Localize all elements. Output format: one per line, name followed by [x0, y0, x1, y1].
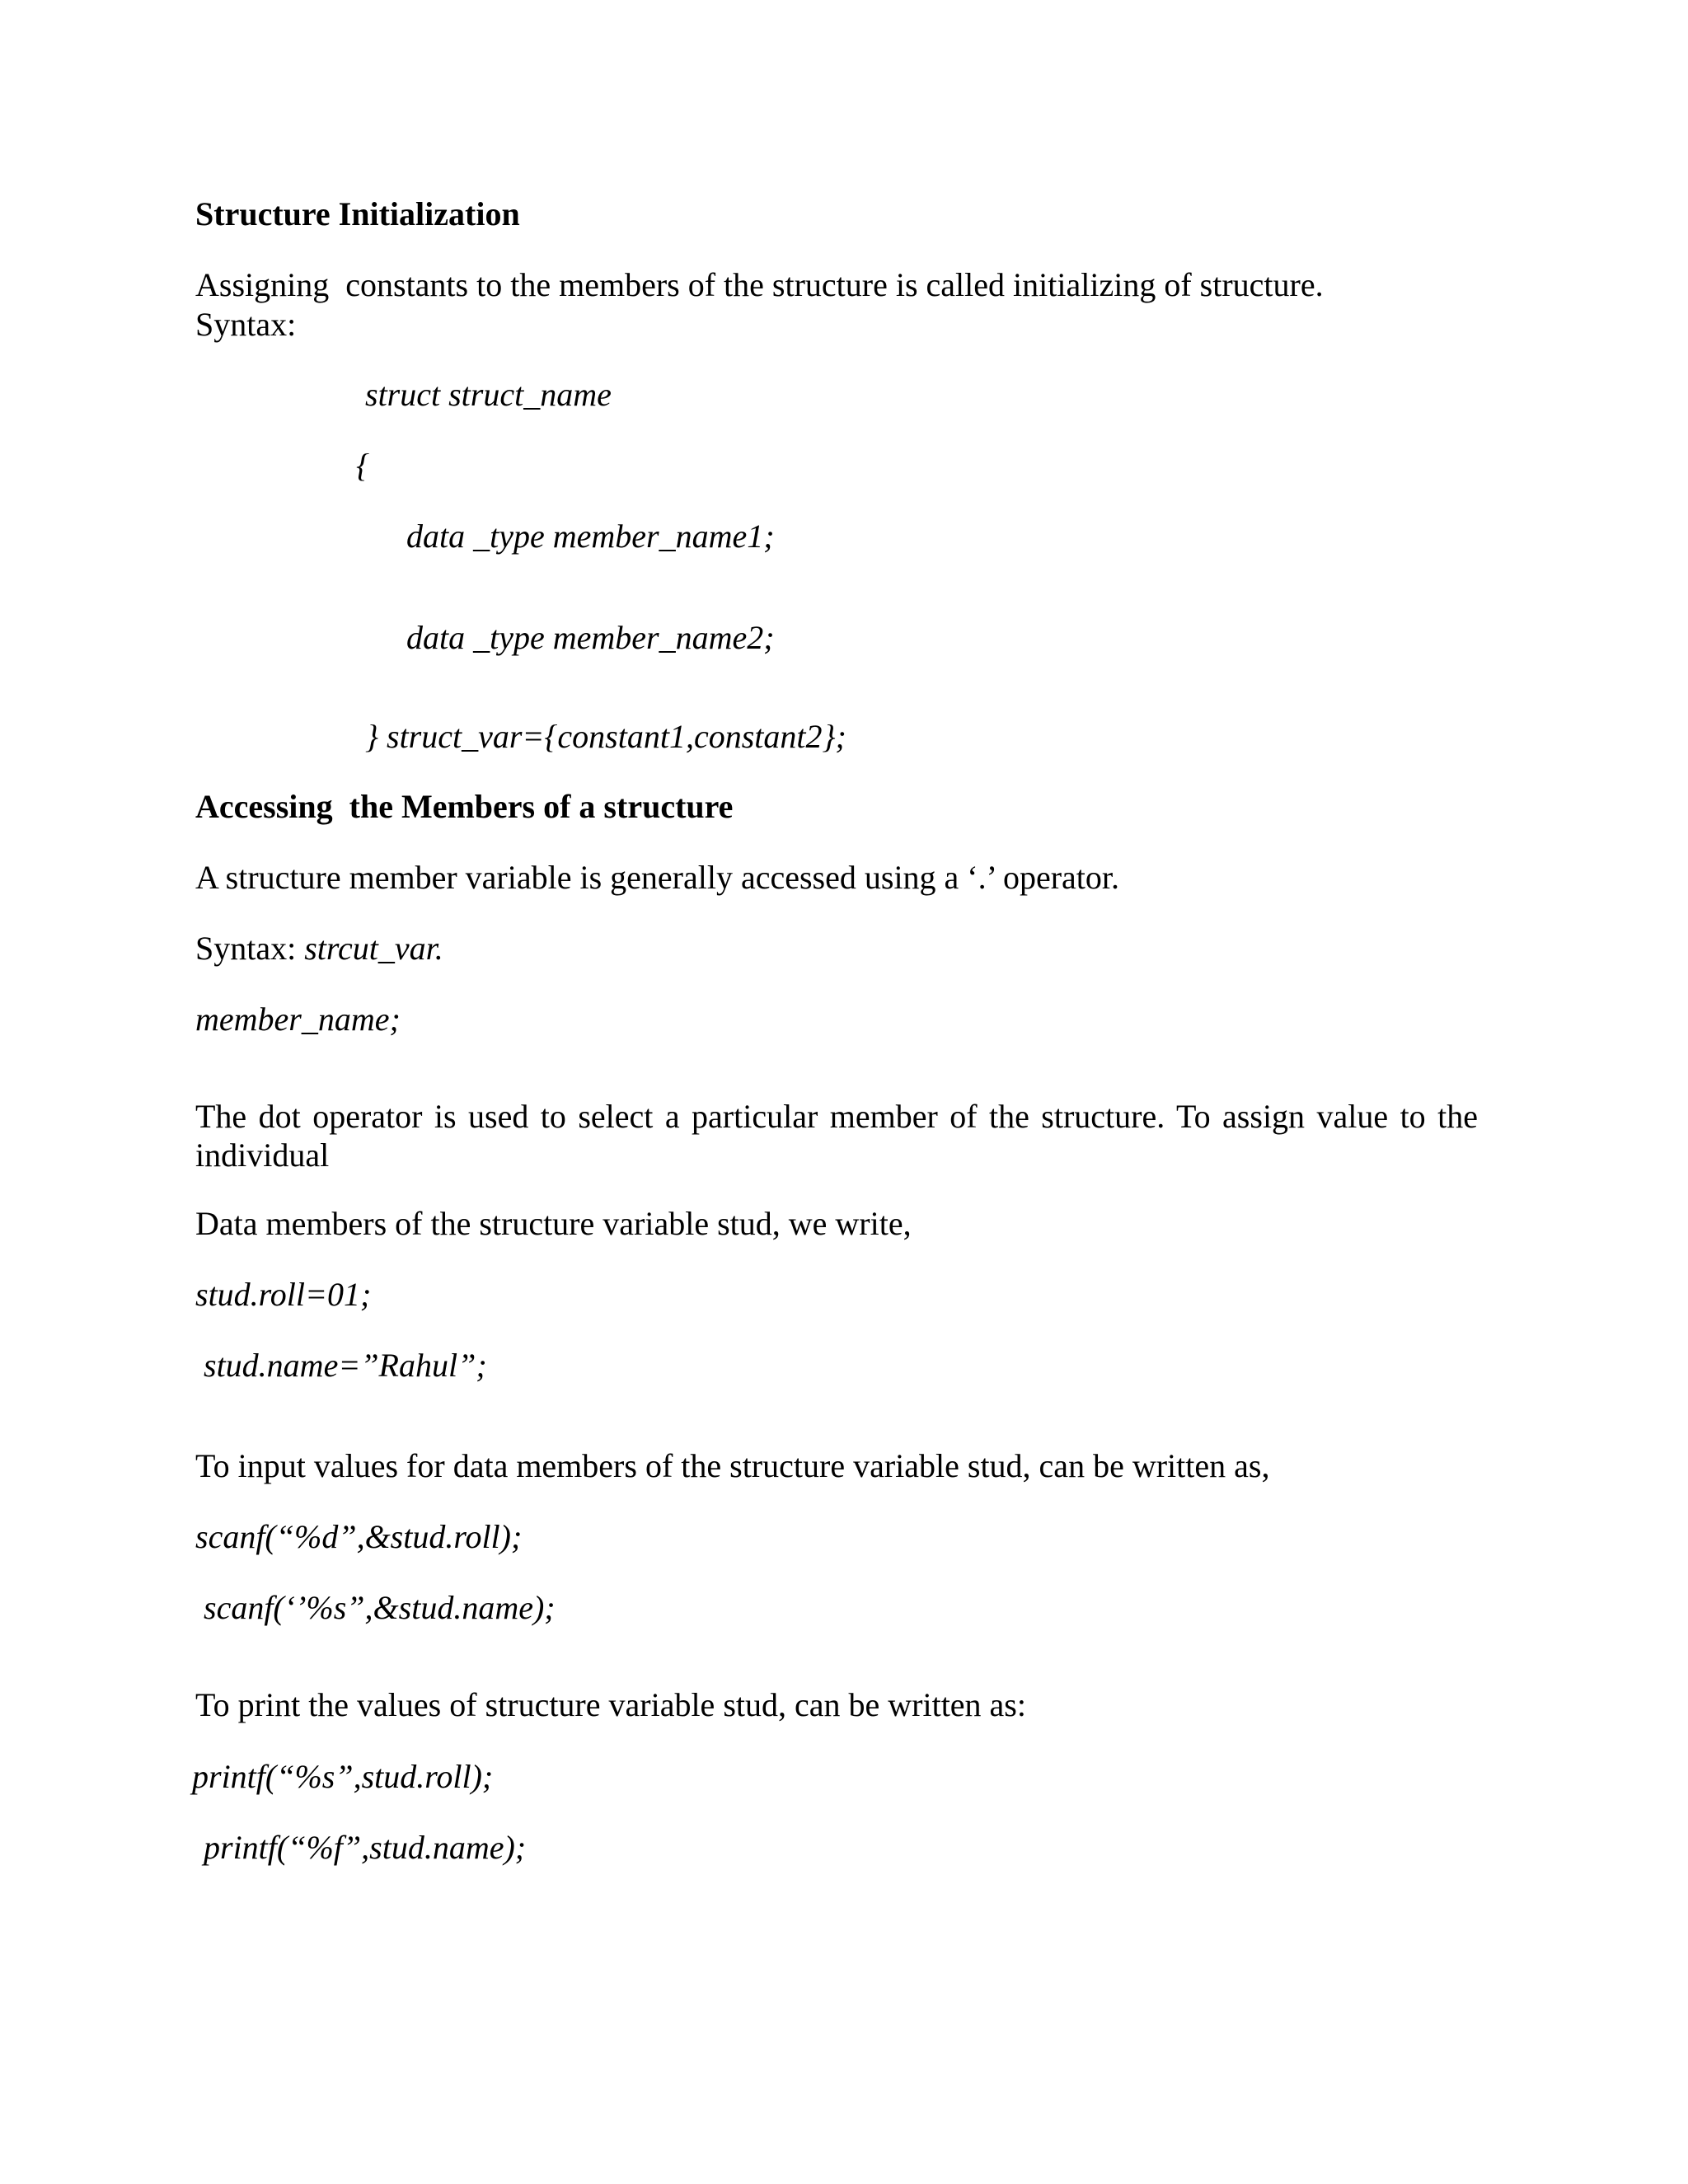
code-printf-name: printf(“%f”,stud.name); [195, 1829, 527, 1866]
code-assign-roll: stud.roll=01; [195, 1276, 372, 1313]
syntax-label: Syntax: [195, 930, 305, 967]
input-values-text: To input values for data members of the structure variable stud, can be written as, [195, 1447, 1270, 1484]
code-scanf-roll: scanf(“%d”,&stud.roll); [195, 1518, 523, 1555]
code-assign-name: stud.name=”Rahul”; [195, 1347, 487, 1384]
syntax-code: strcut_var. [304, 930, 443, 967]
code-struct-declaration: struct struct_name [365, 376, 612, 413]
syntax-label: Syntax: [195, 306, 297, 343]
accessing-syntax-line [195, 929, 443, 968]
section-heading-accessing-members: Accessing the Members of a structure [195, 788, 734, 825]
code-close-initializer: } struct_var={constant1,constant2}; [365, 718, 846, 755]
data-members-text: Data members of the structure variable stud, we write, [195, 1205, 912, 1242]
code-scanf-name: scanf(‘’%s”,&stud.name); [195, 1589, 556, 1626]
print-values-text: To print the values of structure variable stud, can be written as: [195, 1686, 1026, 1723]
code-printf-roll: printf(“%s”,stud.roll); [192, 1758, 494, 1795]
accessing-intro-text: A structure member variable is generally accessed using a ‘.’ operator. [195, 859, 1120, 896]
code-member-1: data _type member_name1; [406, 518, 775, 555]
dot-operator-paragraph: The dot operator is used to select a particular member of the structure. To assign value to the individual [195, 1098, 1478, 1174]
syntax-code-continued: member_name; [195, 1001, 401, 1038]
code-member-2: data _type member_name2; [406, 619, 775, 656]
code-open-brace: { [356, 447, 369, 484]
intro-text: Assigning constants to the members of the structure is called initializing of structure. [195, 266, 1324, 303]
section-heading-structure-initialization: Structure Initialization [195, 195, 520, 232]
